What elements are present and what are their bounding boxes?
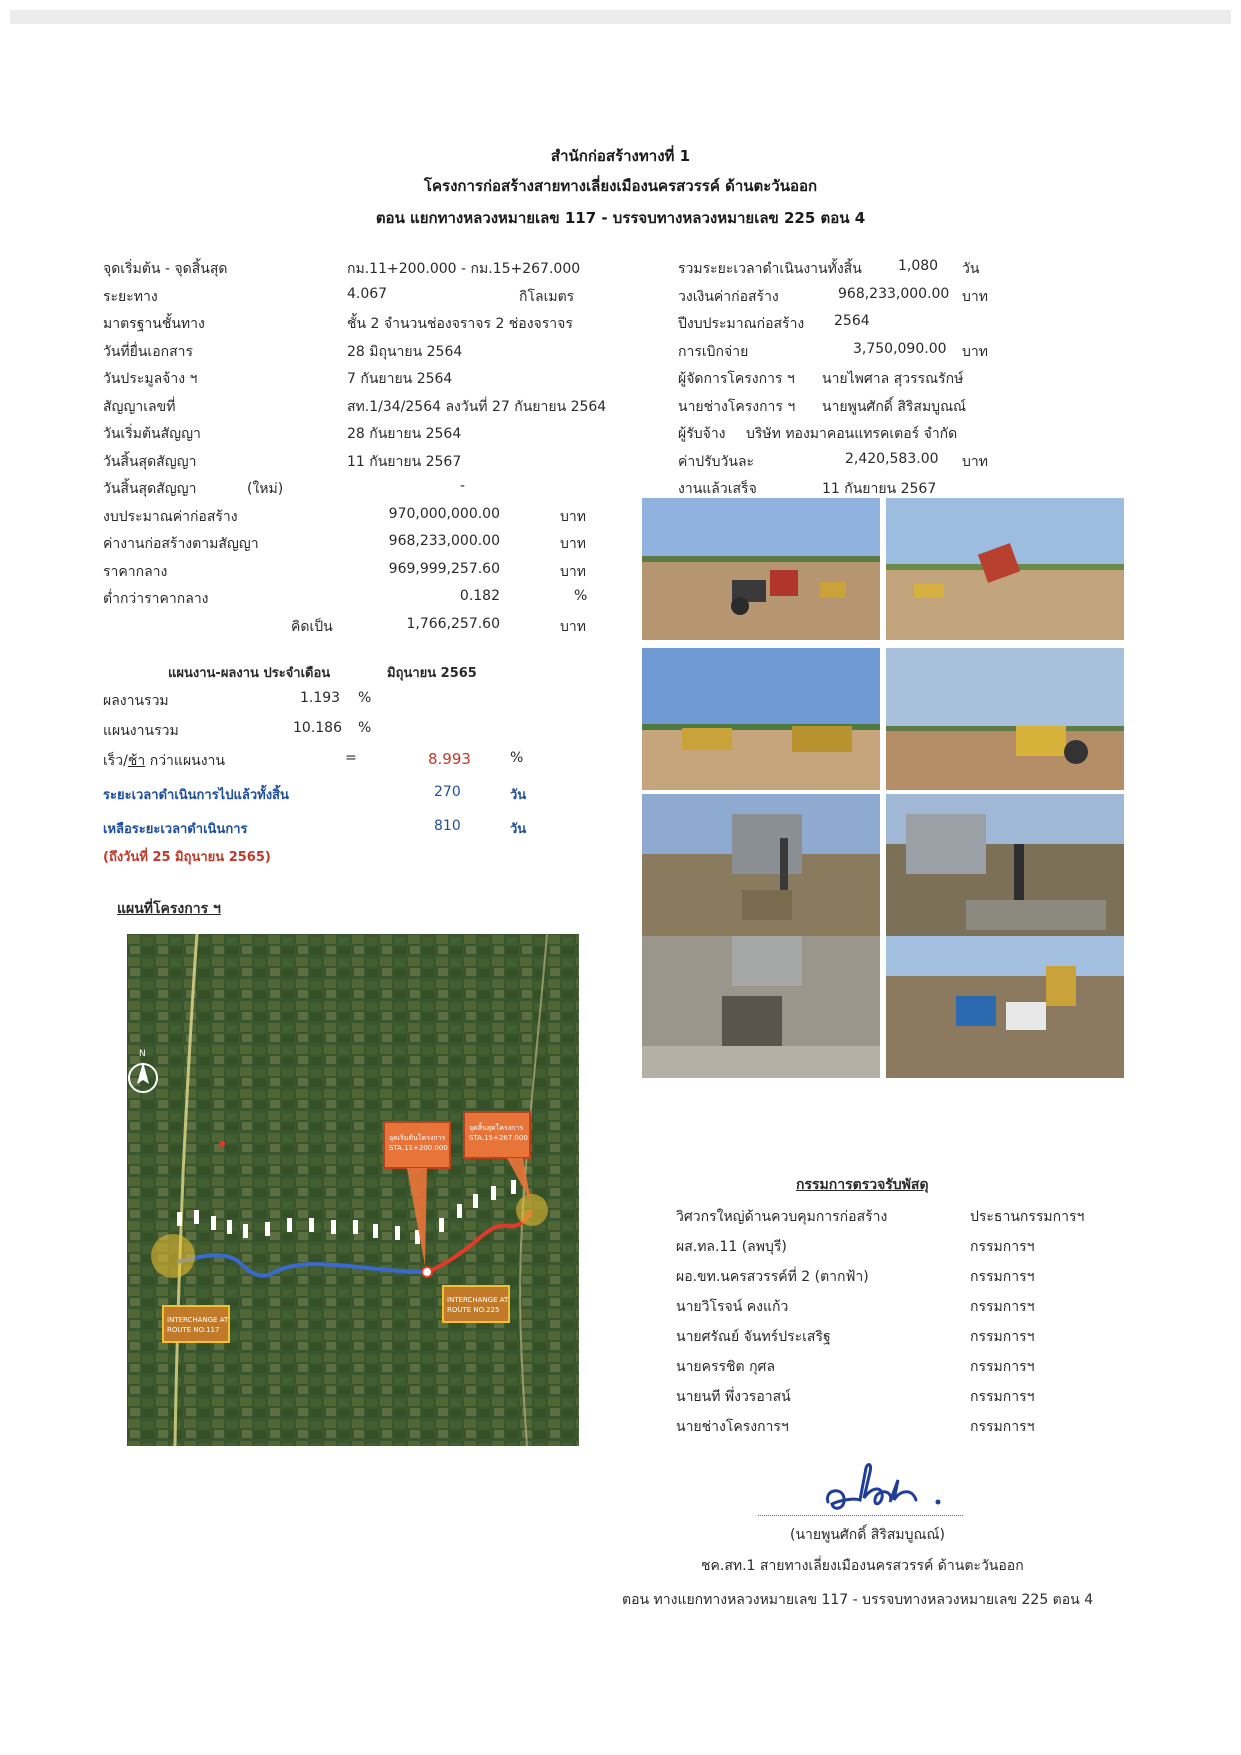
remain-unit: วัน [510,822,527,837]
map-title: แผนที่โครงการ ฯ [117,901,221,917]
diff-unit: % [510,750,524,766]
handwritten-signature [820,1450,980,1520]
committee-member-name: นายศรัณย์ จันทร์ประเสริฐ [676,1329,831,1345]
info-value: - [460,478,466,494]
interchange-117-box [163,1306,229,1342]
info-unit: บาท [962,454,988,470]
budget-label: ค่างานก่อสร้างตามสัญญา [103,536,259,552]
end-callout-label: จุดสิ้นสุดโครงการ STA.15+267.000 [469,1124,528,1142]
info-label: วันประมูลจ้าง ฯ [103,371,198,387]
info-value: สท.1/34/2564 ลงวันที่ 27 กันยายน 2564 [347,399,607,415]
info-label: วงเงินค่าก่อสร้าง [678,289,779,305]
committee-member-name: ผส.ทล.11 (ลพบุรี) [676,1239,787,1255]
photo-pile-test [886,936,1124,1078]
start-callout-label: จุดเริ่มต้นโครงการ STA.11+200.000 [389,1134,448,1152]
plan-label: แผนงานรวม [103,723,179,739]
actual-label: ผลงานรวม [103,693,169,709]
committee-member-name: นายวิโรจน์ คงแก้ว [676,1299,789,1315]
info-label: มาตรฐานชั้นทาง [103,316,205,332]
town-pin-icon [219,1141,225,1147]
budget-value: 970,000,000.00 [388,506,500,522]
progress-month: มิถุนายน 2565 [387,666,477,681]
info-value: 28 กันยายน 2564 [347,426,462,442]
photo-graders [642,648,880,790]
info-label-new: (ใหม่) [247,481,284,497]
photo-piling-1 [642,794,880,936]
info-unit: บาท [962,344,988,360]
info-unit: กิโลเมตร [519,289,575,305]
info-label: วันเริ่มต้นสัญญา [103,426,201,442]
actual-unit: % [358,690,372,706]
info-value: 28 มิถุนายน 2564 [347,344,463,360]
info-label: วันที่ยื่นเอกสาร [103,344,194,360]
photo-piling-2 [886,794,1124,936]
budget-unit: % [574,588,588,604]
budget-unit: บาท [560,536,586,552]
budget-label: งบประมาณค่าก่อสร้าง [103,509,238,525]
plan-value: 10.186 [293,720,342,736]
committee-member-name: นายช่างโครงการฯ [676,1419,789,1435]
interchange-117-marker [151,1234,195,1278]
header-line-1: สำนักก่อสร้างทางที่ 1 [550,147,691,165]
diff-value: 8.993 [428,750,471,768]
header-line-2: โครงการก่อสร้างสายทางเลี่ยงเมืองนครสวรรค์ ด้านตะวันออก [423,177,818,195]
signatory-name: (นายพูนศักดิ์ สิริสมบูณณ์) [790,1527,945,1543]
elapsed-unit: วัน [510,788,527,803]
elapsed-label: ระยะเวลาดำเนินการไปแล้วทั้งสิ้น [103,788,289,803]
committee-member-name: นายนที พึ่งวรอาสน์ [676,1389,791,1405]
info-label: ค่าปรับวันละ [678,454,755,470]
remain-value: 810 [434,818,461,834]
actual-value: 1.193 [300,690,341,706]
info-unit: วัน [962,261,980,277]
plan-unit: % [358,720,372,736]
committee-member-role: กรรมการฯ [970,1239,1035,1255]
info-value: 2,420,583.00 [845,451,939,467]
info-value: 3,750,090.00 [853,341,947,357]
interchange-225-box [443,1286,509,1322]
info-label: ผู้จัดการโครงการ ฯ [678,371,795,387]
interchange-225-marker [516,1194,548,1226]
info-label: วันสิ้นสุดสัญญา [103,481,197,497]
budget-value: 1,766,257.60 [406,616,500,632]
budget-value: 969,999,257.60 [388,561,500,577]
info-label: จุดเริ่มต้น - จุดสิ้นสุด [103,261,228,277]
info-value: นายไพศาล สุวรรณรักษ์ [822,371,964,387]
info-value: ชั้น 2 จำนวนช่องจราจร 2 ช่องจราจร [347,316,573,332]
project-map [127,934,579,1446]
elapsed-value: 270 [434,784,461,800]
diff-label: เร็ว/ช้า กว่าแผนงาน [103,753,225,769]
progress-title: แผนงาน-ผลงาน ประจำเดือน [168,666,331,681]
info-label: นายช่างโครงการ ฯ [678,399,796,415]
info-label: สัญญาเลขที่ [103,399,176,415]
info-label: ระยะทาง [103,289,158,305]
info-value: 11 กันยายน 2567 [822,481,937,497]
photo-pile-head [642,936,880,1078]
photo-dump-truck [886,498,1124,640]
header-line-3: ตอน แยกทางหลวงหมายเลข 117 - บรรจบทางหลวงหมายเลข 225 ตอน 4 [375,209,866,227]
budget-value: 968,233,000.00 [388,533,500,549]
committee-member-role: กรรมการฯ [970,1359,1035,1375]
budget-label: คิดเป็น [291,619,333,635]
diff-equals: = [345,750,357,766]
budget-value: 0.182 [459,588,500,604]
info-value: 1,080 [898,258,939,274]
info-label: รวมระยะเวลาดำเนินงานทั้งสิ้น [678,261,862,277]
info-value: นายพูนศักดิ์ สิริสมบูณณ์ [822,399,967,415]
info-value: 11 กันยายน 2567 [347,454,462,470]
remain-label: เหลือระยะเวลาดำเนินการ [103,822,248,837]
info-value: บริษัท ทองมาคอนแทรคเตอร์ จำกัด [746,426,958,442]
interchange-117-label: INTERCHANGE AT ROUTE NO.117 [167,1316,229,1334]
budget-label: ต่ำกว่าราคากลาง [103,591,209,607]
photo-compactor [886,648,1124,790]
info-label: งานแล้วเสร็จ [678,481,757,497]
scan-edge [10,10,1231,24]
info-label: การเบิกจ่าย [678,344,749,360]
budget-unit: บาท [560,619,586,635]
committee-member-role: กรรมการฯ [970,1389,1035,1405]
photo-road-rollers [642,498,880,640]
info-unit: บาท [962,289,988,305]
info-value: 2564 [834,313,870,329]
committee-member-name: นายครรชิต กุศล [676,1359,776,1375]
signatory-position: ชค.สท.1 สายทางเลี่ยงเมืองนครสวรรค์ ด้านตะวันออก [701,1558,1024,1574]
info-value: 7 กันยายน 2564 [347,371,453,387]
info-value: 4.067 [347,286,388,302]
info-value: 968,233,000.00 [838,286,950,302]
svg-text:N: N [139,1049,146,1059]
info-value: กม.11+200.000 - กม.15+267.000 [347,261,581,277]
signature-line [758,1515,963,1516]
budget-label: ราคากลาง [103,564,168,580]
signatory-section: ตอน ทางแยกทางหลวงหมายเลข 117 - บรรจบทางหลวงหมายเลข 225 ตอน 4 [622,1592,1094,1608]
committee-member-name: วิศวกรใหญ่ด้านควบคุมการก่อสร้าง [676,1209,888,1225]
committee-title: กรรมการตรวจรับพัสดุ [796,1177,929,1193]
committee-member-role: กรรมการฯ [970,1269,1035,1285]
budget-unit: บาท [560,509,586,525]
budget-unit: บาท [560,564,586,580]
interchange-225-label: INTERCHANGE AT ROUTE NO.225 [447,1296,509,1314]
start-point-marker [422,1267,432,1277]
committee-member-role: กรรมการฯ [970,1329,1035,1345]
committee-member-role: กรรมการฯ [970,1419,1035,1435]
committee-member-name: ผอ.ขท.นครสวรรค์ที่ 2 (ตากฟ้า) [676,1269,869,1285]
info-label: ปีงบประมาณก่อสร้าง [678,316,805,332]
committee-member-role: กรรมการฯ [970,1299,1035,1315]
info-label: วันสิ้นสุดสัญญา [103,454,197,470]
committee-member-role: ประธานกรรมการฯ [970,1209,1085,1225]
as-of-date: (ถึงวันที่ 25 มิถุนายน 2565) [103,850,271,865]
info-label: ผู้รับจ้าง [678,426,726,442]
